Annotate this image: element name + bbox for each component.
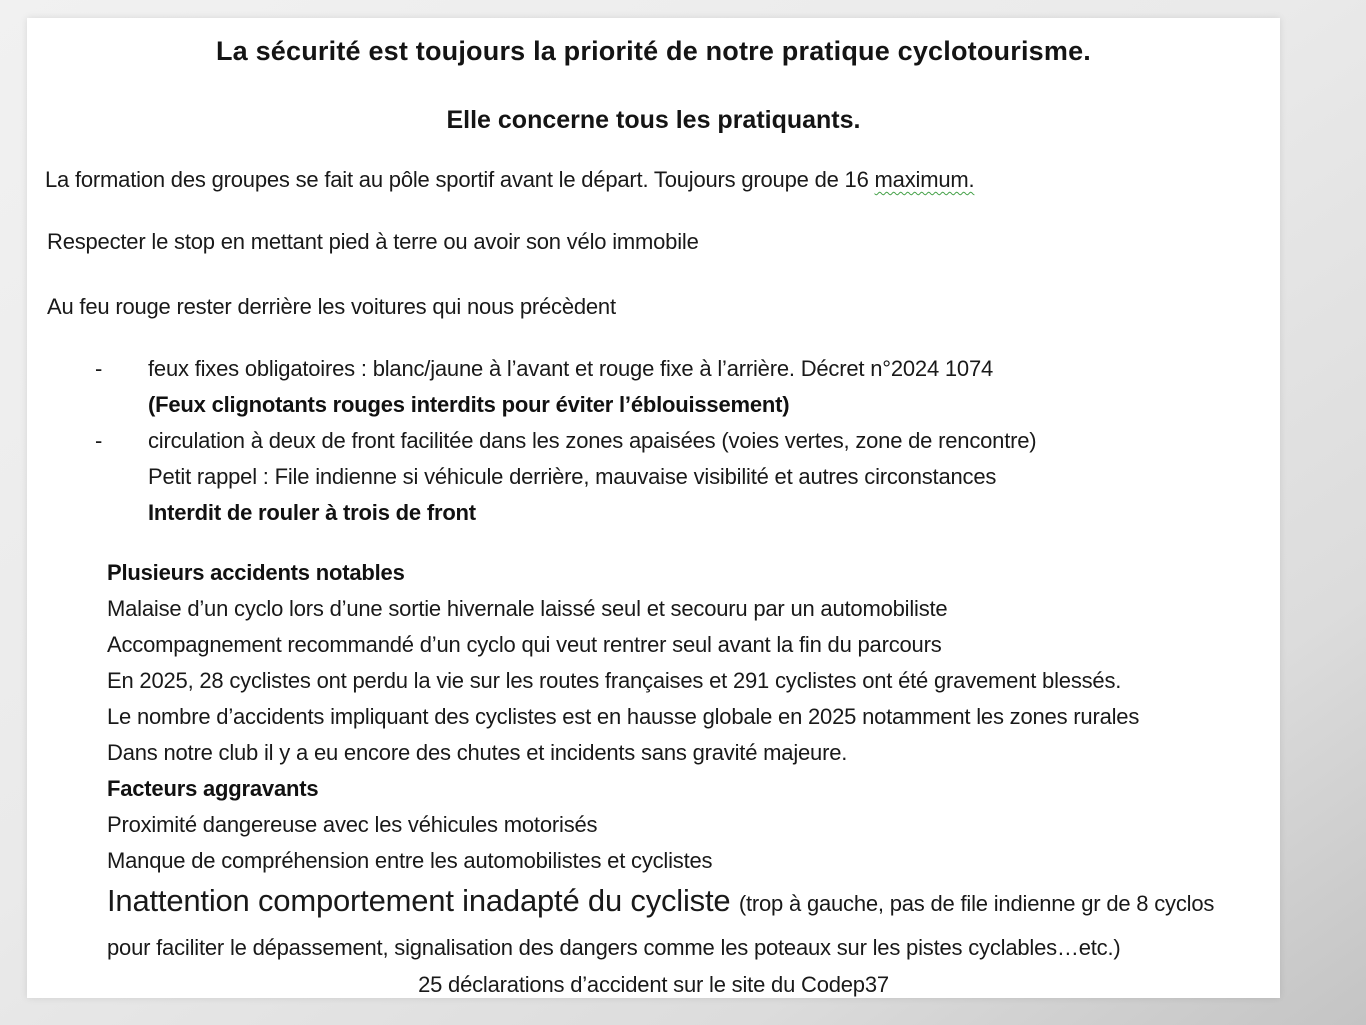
bullet-riding-note: Petit rappel : File indienne si véhicule derrière, mauvaise visibilité et autres circonstances bbox=[148, 464, 997, 489]
bullet-item-lights bbox=[95, 351, 1280, 387]
inattention-detail-text: (trop à gauche, pas de file indienne gr de 8 cyclos bbox=[738, 891, 1215, 916]
accident-line: Accompagnement recommandé d’un cyclo qui veut rentrer seul avant la fin du parcours bbox=[107, 632, 942, 657]
bullet-dash-marker: - bbox=[95, 428, 103, 453]
bullet-dash-marker: - bbox=[95, 356, 103, 381]
bullet-lights-note-bold: (Feux clignotants rouges interdits pour éviter l’éblouissement) bbox=[148, 392, 790, 417]
accident-line: Le nombre d’accidents impliquant des cyclistes est en hausse globale en 2025 notamment les zones rurales bbox=[107, 704, 1140, 729]
facteur-line: Manque de compréhension entre les automobilistes et cyclistes bbox=[107, 848, 713, 873]
bullet-lights-text: feux fixes obligatoires : blanc/jaune à l’avant et rouge fixe à l’arrière. Décret n°2024 1074 bbox=[148, 356, 994, 381]
inattention-continuation: pour faciliter le dépassement, signalisation des dangers comme les poteaux sur les pistes cyclables…etc.) bbox=[107, 935, 1121, 960]
inattention-emphasis-text: Inattention comportement inadapté du cycliste bbox=[107, 883, 739, 918]
paragraph-formation bbox=[45, 162, 1280, 198]
accident-line: Dans notre club il y a eu encore des chutes et incidents sans gravité majeure. bbox=[107, 740, 848, 765]
document-subtitle: Elle concerne tous les pratiquants. bbox=[446, 106, 861, 134]
facteurs-heading: Facteurs aggravants bbox=[107, 776, 319, 801]
paragraph-red-light-rule: Au feu rouge rester derrière les voitures qui nous précèdent bbox=[47, 294, 616, 319]
document-title: La sécurité est toujours la priorité de notre pratique cyclotourisme. bbox=[215, 36, 1091, 66]
facteur-inattention-line bbox=[107, 879, 1280, 929]
accident-line: Malaise d’un cyclo lors d’une sortie hivernale laissé seul et secouru par un automobiliste bbox=[107, 596, 948, 621]
bullet-riding-note-bold: Interdit de rouler à trois de front bbox=[148, 500, 476, 525]
accidents-section bbox=[107, 555, 1280, 967]
spellcheck-marked-word: maximum. bbox=[874, 167, 975, 192]
accident-line: En 2025, 28 cyclistes ont perdu la vie sur les routes françaises et 291 cyclistes ont été gravement blessés. bbox=[107, 668, 1122, 693]
accidents-heading: Plusieurs accidents notables bbox=[107, 560, 405, 585]
formation-text: La formation des groupes se fait au pôle sportif avant le départ. Toujours groupe de 16 bbox=[45, 167, 875, 192]
footer-declarations: 25 déclarations d’accident sur le site du Codep37 bbox=[418, 972, 889, 997]
bullet-riding-text: circulation à deux de front facilitée dans les zones apaisées (voies vertes, zone de rencontre) bbox=[148, 428, 1037, 453]
facteur-line: Proximité dangereuse avec les véhicules motorisés bbox=[107, 812, 598, 837]
paragraph-stop-rule: Respecter le stop en mettant pied à terre ou avoir son vélo immobile bbox=[47, 229, 699, 254]
document-page bbox=[27, 18, 1280, 998]
bullet-item-riding-abreast bbox=[95, 423, 1280, 459]
